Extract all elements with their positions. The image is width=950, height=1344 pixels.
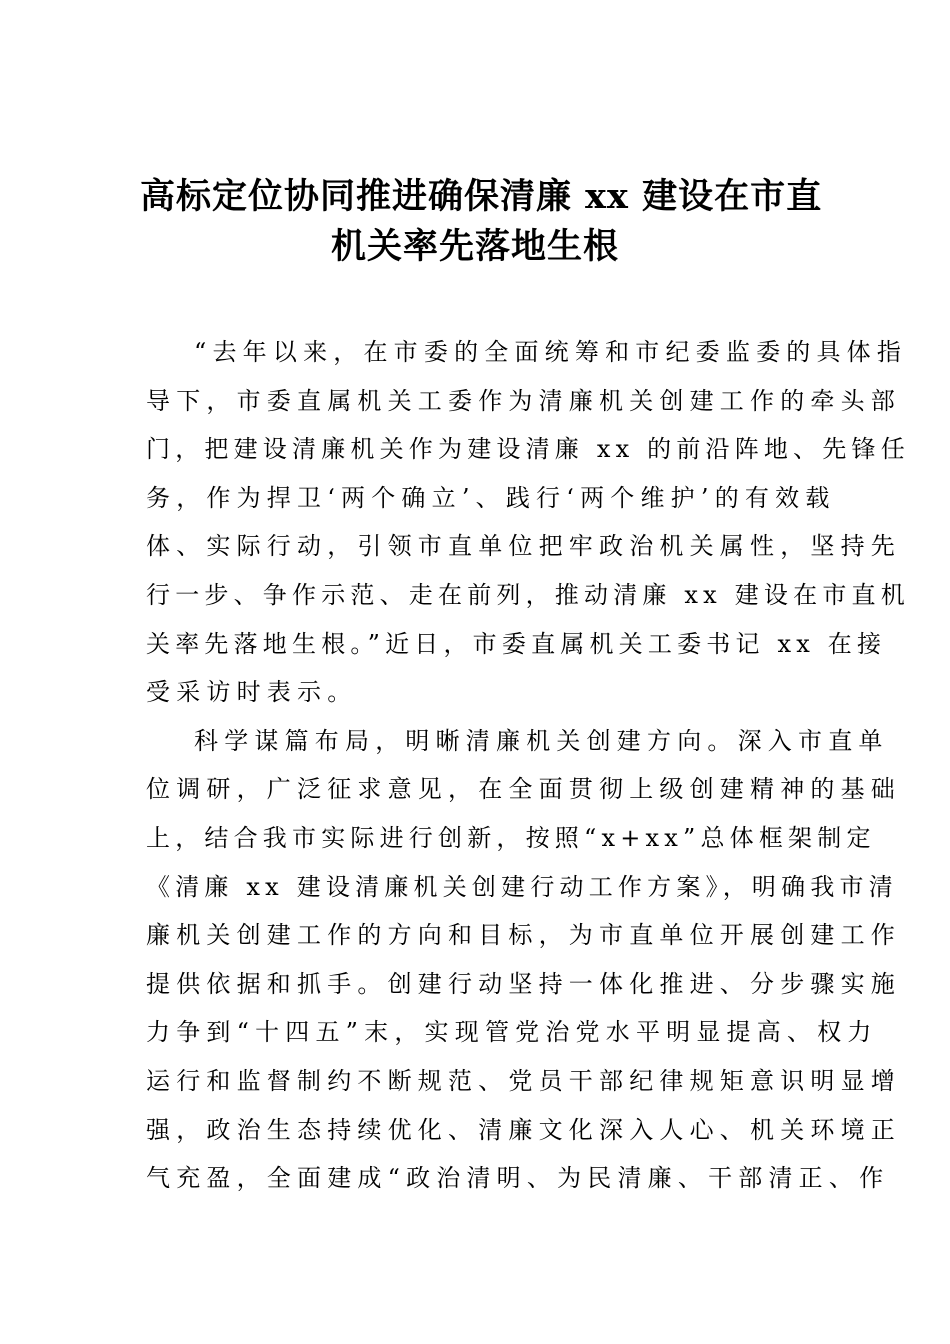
document-title (140, 172, 823, 272)
paragraph-line: 行一步、争作示范、走在前列，推动清廉 xx 建设在市直机 (146, 580, 910, 609)
paragraph-line: 力争到“十四五”末，实现管党治党水平明显提高、权力 (146, 1018, 878, 1047)
paragraph-line: 位调研，广泛征求意见，在全面贯彻上级创建精神的基础 (146, 775, 901, 804)
paragraph-line: 门，把建设清廉机关作为建设清廉 xx 的前沿阵地、先锋任 (146, 435, 910, 464)
paragraph-line: “去年以来，在市委的全面统筹和市纪委监委的具体指 (194, 338, 908, 366)
paragraph-2 (146, 717, 901, 1203)
paragraph-line: 上，结合我市实际进行创新，按照“x+xx”总体框架制定 (146, 823, 876, 852)
paragraph-line: 导下，市委直属机关工委作为清廉机关创建工作的牵头部 (146, 386, 901, 415)
paragraph-line: 提供依据和抓手。创建行动坚持一体化推进、分步骤实施 (146, 969, 901, 998)
title-line: 高标定位协同推进确保清廉 xx 建设在市直 (140, 176, 823, 217)
paragraph-line: 务，作为捍卫‘两个确立’、践行‘两个维护’的有效载 (146, 483, 836, 512)
paragraph-line: 受采访时表示。 (146, 678, 358, 707)
paragraph-line: 关率先落地生根。”近日，市委直属机关工委书记 xx 在接 (146, 629, 887, 658)
paragraph-line: 《清廉 xx 建设清廉机关创建行动工作方案》，明确我市清 (146, 872, 898, 901)
paragraph-line: 气充盈，全面建成“政治清明、为民清廉、干部清正、作 (146, 1164, 890, 1193)
title-line: 机关率先落地生根 (330, 226, 619, 267)
paragraph-line: 科学谋篇布局，明晰清廉机关创建方向。深入市直单 (194, 726, 889, 755)
paragraph-1 (146, 328, 910, 717)
paragraph-line: 体、实际行动，引领市直单位把牢政治机关属性，坚持先 (146, 532, 901, 561)
paragraph-line: 强，政治生态持续优化、清廉文化深入人心、机关环境正 (146, 1115, 901, 1144)
document-body (146, 328, 910, 1203)
paragraph-line: 廉机关创建工作的方向和目标，为市直单位开展创建工作 (146, 921, 901, 950)
paragraph-line: 运行和监督制约不断规范、党员干部纪律规矩意识明显增 (146, 1066, 901, 1095)
